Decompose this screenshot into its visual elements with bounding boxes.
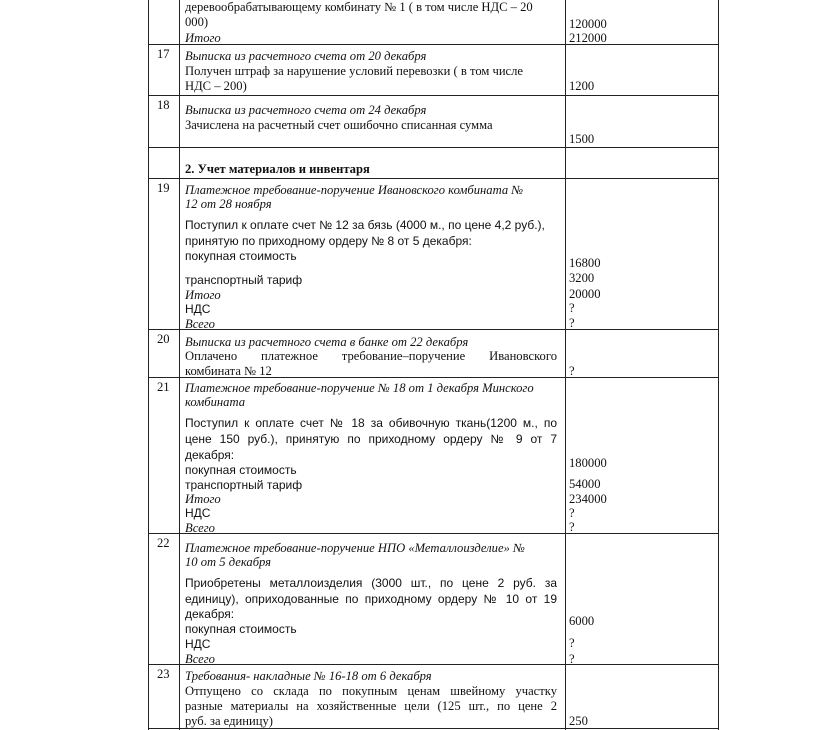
entry-text-line: Итого <box>185 31 221 45</box>
row-rule <box>148 664 719 665</box>
amount-value: 6000 <box>569 614 595 628</box>
amount-value: 20000 <box>569 287 601 301</box>
row-number: 19 <box>157 181 170 195</box>
entry-text-line: Платежное требование-поручение № 18 от 1 декабря Минского <box>185 381 534 395</box>
row-rule <box>148 178 719 179</box>
entry-text-line: Приобретены металлоизделия (3000 шт., по цене 2 руб. за <box>185 576 557 590</box>
entry-text-line: НДС <box>185 302 211 316</box>
entry-text-line: 000) <box>185 15 209 29</box>
amount-value: 3200 <box>569 271 595 285</box>
amount-value: 120000 <box>569 17 607 31</box>
entry-text-line: транспортный тариф <box>185 273 303 287</box>
entry-text-line: 10 от 5 декабря <box>185 555 272 569</box>
entry-text-line: Итого <box>185 288 221 302</box>
entry-text-line: покупная стоимость <box>185 249 297 263</box>
row-number: 23 <box>157 667 170 681</box>
entry-text-line: разные материалы на хозяйственные цели (125 шт., по цене 2 <box>185 699 557 713</box>
entry-text-line: Всего <box>185 317 215 331</box>
entry-text-line: Выписка из расчетного счета от 24 декабря <box>185 103 427 117</box>
entry-text-line: покупная стоимость <box>185 622 297 636</box>
amount-value: 1200 <box>569 79 595 93</box>
column-rule <box>565 0 566 730</box>
entry-text-line: 2. Учет материалов и инвентаря <box>185 162 370 176</box>
entry-text-line: Всего <box>185 521 215 535</box>
entry-text-line: руб. за единицу) <box>185 714 273 728</box>
row-rule <box>148 95 719 96</box>
row-number: 21 <box>157 380 170 394</box>
entry-text-line: Всего <box>185 652 215 666</box>
entry-text-line: покупная стоимость <box>185 463 297 477</box>
amount-value: 234000 <box>569 492 607 506</box>
entry-text-line: деревообрабатывающему комбинату № 1 ( в том числе НДС – 20 <box>185 0 533 14</box>
entry-text-line: 12 от 28 ноября <box>185 197 272 211</box>
row-number: 18 <box>157 98 170 112</box>
row-rule <box>148 728 719 729</box>
row-rule <box>148 329 719 330</box>
row-number: 22 <box>157 536 170 550</box>
entry-text-line: декабря: <box>185 607 235 621</box>
entry-text-line: цене 150 руб.), принятую по приходному ордеру № 9 от 7 <box>185 432 557 446</box>
column-rule <box>148 0 149 730</box>
row-rule <box>148 147 719 148</box>
entry-text-line: Поступил к оплате счет № 12 за бязь (4000 м., по цене 4,2 руб.), <box>185 218 545 232</box>
amount-value: ? <box>569 301 575 315</box>
entry-text-line: Выписка из расчетного счета в банке от 22 декабря <box>185 335 469 349</box>
entry-text-line: комбината № 12 <box>185 364 272 378</box>
entry-text-line: Итого <box>185 492 221 506</box>
row-number: 17 <box>157 47 170 61</box>
entry-text-line: единицу), оприходованные по приходному ордеру № 10 от 19 <box>185 592 557 606</box>
amount-value: 250 <box>569 714 588 728</box>
entry-text-line: Требования- накладные № 16-18 от 6 декабря <box>185 669 432 683</box>
entry-text-line: Платежное требование-поручение НПО «Металлоизделие» № <box>185 541 525 555</box>
entry-text-line: транспортный тариф <box>185 478 303 492</box>
amount-value: ? <box>569 520 575 534</box>
amount-value: ? <box>569 506 575 520</box>
entry-text-line: Оплачено платежное требование–поручение Ивановского <box>185 349 557 363</box>
amount-value: 54000 <box>569 477 601 491</box>
entry-text-line: декабря: <box>185 448 235 462</box>
amount-value: 1500 <box>569 132 595 146</box>
amount-value: 180000 <box>569 456 607 470</box>
amount-value: ? <box>569 316 575 330</box>
amount-value: ? <box>569 636 575 650</box>
entry-text-line: Получен штраф за нарушение условий перевозки ( в том числе <box>185 64 524 78</box>
entry-text-line: Поступил к оплате счет № 18 за обивочную ткань(1200 м., по <box>185 416 557 430</box>
amount-value: 212000 <box>569 31 607 45</box>
amount-value: ? <box>569 364 575 378</box>
column-rule <box>718 0 719 730</box>
entry-text-line: НДС <box>185 637 211 651</box>
entry-text-line: НДС <box>185 506 211 520</box>
entry-text-line: Платежное требование-поручение Ивановского комбината № <box>185 183 524 197</box>
amount-value: 16800 <box>569 256 601 270</box>
column-rule <box>179 0 180 730</box>
entry-text-line: НДС – 200) <box>185 79 247 93</box>
entry-text-line: Выписка из расчетного счета от 20 декабря <box>185 49 427 63</box>
entry-text-line: принятую по приходному ордеру № 8 от 5 декабря: <box>185 234 472 248</box>
row-number: 20 <box>157 332 170 346</box>
row-rule <box>148 44 719 45</box>
entry-text-line: комбината <box>185 395 245 409</box>
entry-text-line: Отпущено со склада по покупным ценам швейному участку <box>185 684 557 698</box>
amount-value: ? <box>569 652 575 666</box>
row-rule <box>148 533 719 534</box>
entry-text-line: Зачислена на расчетный счет ошибочно списанная сумма <box>185 118 493 132</box>
